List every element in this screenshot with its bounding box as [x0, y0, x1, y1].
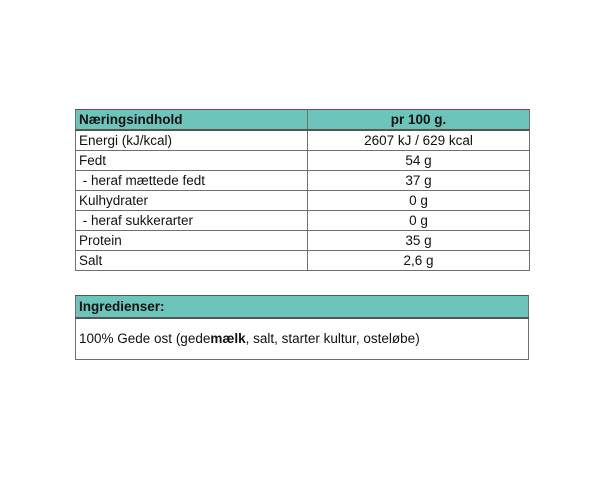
ingredients-text: [76, 318, 529, 360]
row-value-protein: 35 g: [308, 231, 530, 251]
row-value-fat: 54 g: [308, 151, 530, 171]
row-label-saturated-fat: - heraf mættede fedt: [76, 171, 308, 191]
ingredients-text-bold: mælk: [210, 331, 246, 346]
table-row: [76, 151, 530, 171]
ingredients-title: Ingredienser:: [76, 296, 529, 319]
table-row: [76, 211, 530, 231]
row-value-carbohydrates: 0 g: [308, 191, 530, 211]
row-label-protein: Protein: [76, 231, 308, 251]
table-row: [76, 171, 530, 191]
row-label-salt: Salt: [76, 251, 308, 271]
row-label-fat: Fedt: [76, 151, 308, 171]
table-row: [76, 191, 530, 211]
row-value-saturated-fat: 37 g: [308, 171, 530, 191]
row-value-energy: 2607 kJ / 629 kcal: [308, 130, 530, 151]
ingredients-table: [75, 295, 529, 360]
row-label-sugars: - heraf sukkerarter: [76, 211, 308, 231]
row-value-salt: 2,6 g: [308, 251, 530, 271]
nutrition-header-row: [76, 110, 530, 131]
table-row: [76, 130, 530, 151]
nutrition-header-value: pr 100 g.: [308, 110, 530, 131]
ingredients-text-suffix: , salt, starter kultur, osteløbe): [245, 331, 420, 346]
row-value-sugars: 0 g: [308, 211, 530, 231]
nutrition-header-label: Næringsindhold: [76, 110, 308, 131]
ingredients-text-prefix: 100% Gede ost (gede: [79, 331, 211, 346]
ingredients-body-row: [76, 318, 529, 360]
row-label-energy: Energi (kJ/kcal): [76, 130, 308, 151]
row-label-carbohydrates: Kulhydrater: [76, 191, 308, 211]
ingredients-header-row: [76, 296, 529, 319]
table-row: [76, 231, 530, 251]
table-row: [76, 251, 530, 271]
nutrition-table: [75, 109, 530, 271]
